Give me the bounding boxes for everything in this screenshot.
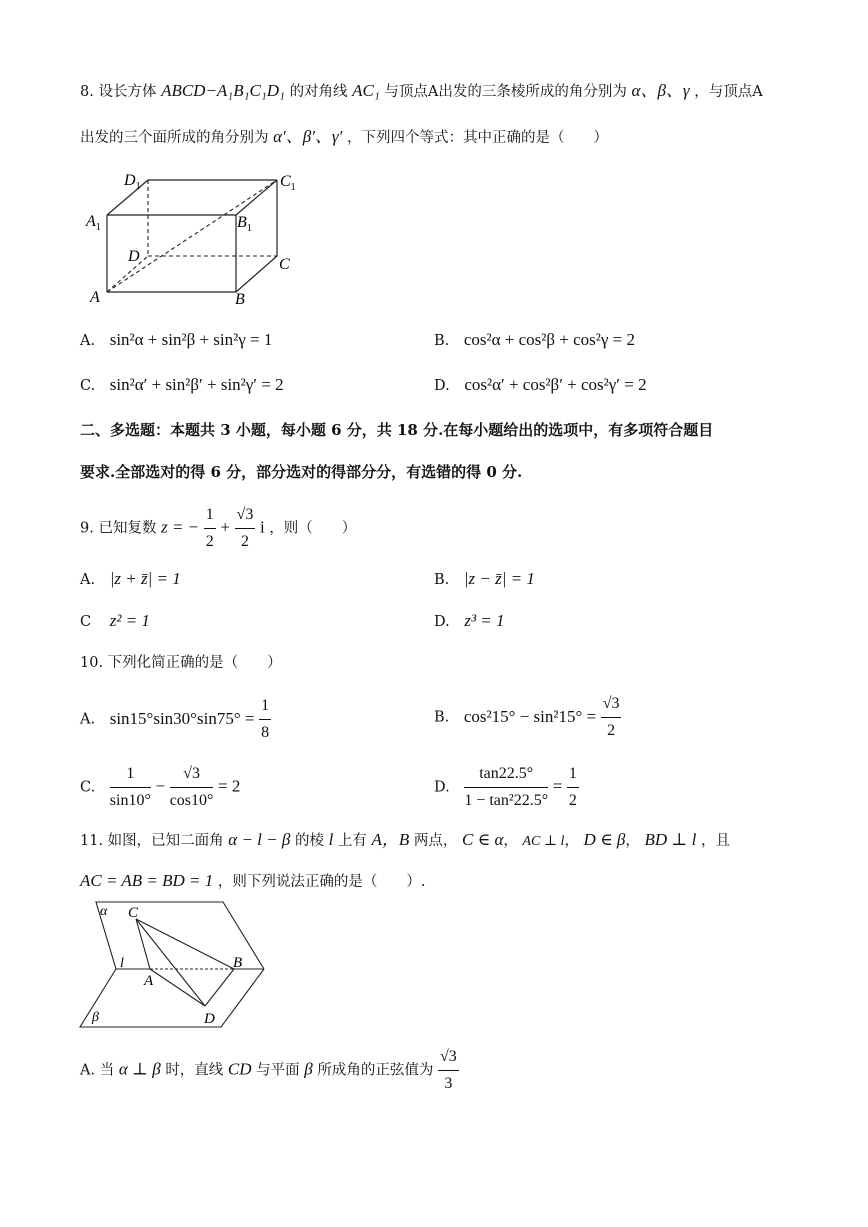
option-label: B. — [434, 572, 450, 588]
q11-label-B: B — [233, 955, 243, 971]
section2-heading-line1: 二、多选题：本题共 3 小题，每小题 6 分，共 18 分.在每小题给出的选项中，有多项符合题目 — [80, 421, 714, 439]
option-text-3: 所成角的正弦值为 — [317, 1062, 434, 1079]
q8-cuboid-figure — [80, 168, 310, 308]
option-text-1: 时，直线 — [165, 1062, 224, 1079]
q11-edge-text: 的棱 — [294, 833, 324, 849]
q9-stem: 9. 已知复数 z = − $\frac{1}{2}$ + $\frac{√3}{2}$ i ，则（ ） — [80, 503, 356, 554]
option-fraction-2: $\frac{√3}{\cos 10^\circ}$ — [170, 762, 214, 813]
option-label: C. — [80, 378, 96, 394]
option-expr: z³ = 1 — [464, 611, 505, 630]
option-fraction: $\frac{√3}{3}$ — [438, 1045, 459, 1096]
q10-option-c: C. $\frac{1}{\sin 10^\circ}$ − $\frac{√3}{\cos 10^\circ}$ = 2 — [80, 762, 240, 813]
option-cond: α ⊥ β — [118, 1059, 161, 1079]
option-fraction-2: $\frac{1}{2}$ — [567, 762, 579, 813]
q11-equal-expr: AC = AB = BD = 1 — [80, 871, 214, 890]
option-fraction-1: $\frac{1}{\sin 10^\circ}$ — [110, 762, 151, 813]
section2-heading-line2: 要求.全部选对的得 6 分，部分选对的得部分分，有选错的得 0 分. — [80, 463, 523, 481]
option-plane: β — [304, 1059, 313, 1079]
option-expr: sin²α′ + sin²β′ + sin²γ′ = 2 — [109, 375, 284, 394]
q8-label-B1: $B_1$ — [237, 214, 252, 234]
option-fraction: $\frac{√3}{2}$ — [601, 692, 622, 743]
q9-option-c — [80, 612, 150, 630]
option-expr: sin15°sin30°sin75° = — [109, 708, 255, 728]
q11-edge: l — [328, 830, 334, 849]
q11-intro: 11. 如图，已知二面角 — [80, 833, 224, 849]
q10-stem: 10. 下列化简正确的是（ ） — [80, 655, 282, 671]
option-label: A. — [80, 711, 96, 728]
option-label: B. — [434, 709, 450, 726]
q11-points: A，B — [371, 830, 410, 849]
q8-label-D1: $D_1$ — [124, 172, 141, 192]
q8-label-B: B — [235, 291, 245, 308]
q9-fraction-2: $\frac{√3}{2}$ — [235, 503, 256, 554]
option-fraction: $\frac{1}{8}$ — [259, 694, 271, 745]
q9-fraction-1: $\frac{1}{2}$ — [204, 503, 216, 554]
option-label: D. — [434, 779, 450, 796]
q11-label-C: C — [128, 905, 139, 921]
q8-label-D: D — [128, 248, 140, 265]
q11-stem-line1: 11. 如图，已知二面角 α − l − β 的棱 l 上有 A，B 两点， C ∈ α， AC ⊥ l， D ∈ β， BD ⊥ l ，且 — [80, 830, 730, 849]
q8-option-a — [80, 331, 272, 349]
q8-label-A1: $A_1$ — [86, 213, 101, 233]
option-expr: cos²α′ + cos²β′ + cos²γ′ = 2 — [464, 375, 647, 394]
q9-option-d — [434, 612, 505, 630]
option-line: CD — [227, 1059, 252, 1079]
option-label: D. — [434, 614, 450, 630]
q8-stem-line1 — [80, 82, 763, 100]
q11-and: ，且 — [700, 833, 730, 849]
q8-label-A: A — [90, 289, 100, 306]
q11-label-D: D — [204, 1011, 215, 1027]
option-expr: sin²α + sin²β + sin²γ = 1 — [109, 330, 273, 349]
q8-diag-text: 的对角线 — [289, 84, 348, 100]
q8-label-C: C — [279, 256, 290, 273]
q11-option-a — [80, 1045, 459, 1096]
q8-diag-label: AC₁ — [352, 81, 380, 100]
option-text-2: 与平面 — [256, 1062, 300, 1079]
q11-on-text: 上有 — [337, 833, 367, 849]
q11-cond1: C ∈ α — [462, 830, 504, 849]
q8-stem-line2 — [80, 128, 608, 146]
q9-tail: ，则（ ） — [269, 520, 357, 537]
q8-angles-prime: α′、β′、γ′ — [273, 127, 343, 146]
option-expr: cos²α + cos²β + cos²γ = 2 — [463, 330, 635, 349]
option-expr: |z + z̄| = 1 — [109, 569, 181, 588]
q8-option-b — [434, 331, 635, 349]
option-label: C. — [80, 779, 96, 796]
q10-option-b — [434, 692, 621, 743]
option-expr: |z − z̄| = 1 — [463, 569, 535, 588]
q10-option-a — [80, 694, 271, 745]
q11-cond4: BD ⊥ l — [644, 830, 697, 849]
q9-intro: 9. 已知复数 — [80, 520, 157, 537]
option-expr: z² = 1 — [109, 611, 150, 630]
q11-question: ，则下列说法正确的是（ ）. — [217, 874, 426, 890]
q11-label-alpha: α — [100, 904, 108, 919]
option-label: D. — [434, 378, 450, 394]
q8-angles: α、β、γ — [631, 81, 690, 100]
option-label: C — [80, 614, 92, 630]
q10-option-d: D. $\frac{\tan 22.5^\circ}{\text{1 − tan²22.5°}}$ = $\frac{1}{2}$ — [434, 762, 579, 813]
q8-option-d — [434, 376, 647, 394]
option-fraction-1: $\frac{\tan 22.5^\circ}{\text{1 − tan²22.5°}}$ — [464, 762, 548, 813]
q8-box-label: ABCD−A₁B₁C₁D₁ — [161, 81, 285, 100]
q11-cond3: D ∈ β — [583, 830, 626, 849]
q11-cond2: AC ⊥ l — [522, 834, 565, 849]
option-label: A. — [80, 333, 96, 349]
q8-vertex-text: ，与顶点A — [694, 84, 763, 100]
option-tail: = 2 — [218, 776, 241, 796]
q9-option-a — [80, 570, 181, 588]
q11-dihedral-figure — [78, 897, 278, 1032]
q8-label-C1: $C_1$ — [280, 173, 296, 193]
q11-label-l: l — [120, 956, 124, 971]
option-label: B. — [434, 333, 450, 349]
q8-option-c — [80, 376, 284, 394]
q9-option-b — [434, 570, 535, 588]
q9-z-expr: z = − — [161, 517, 200, 537]
q8-question-text: ，下列四个等式：其中正确的是（ ） — [346, 130, 608, 146]
q11-two-points: 两点， — [413, 833, 458, 849]
q11-label-beta: β — [92, 1010, 99, 1025]
q11-label-A: A — [144, 973, 154, 989]
q8-face-text: 出发的三个面所成的角分别为 — [80, 130, 269, 146]
q11-stem-line2 — [80, 872, 425, 890]
q8-edge-text: 与顶点A出发的三条棱所成的角分别为 — [384, 84, 627, 100]
q8-intro: 8. 设长方体 — [80, 84, 157, 100]
q11-dihedral: α − l − β — [228, 830, 291, 849]
option-expr: cos²15° − sin²15° = — [463, 706, 597, 726]
option-label-intro: A. 当 — [80, 1062, 115, 1079]
option-label: A. — [80, 572, 96, 588]
